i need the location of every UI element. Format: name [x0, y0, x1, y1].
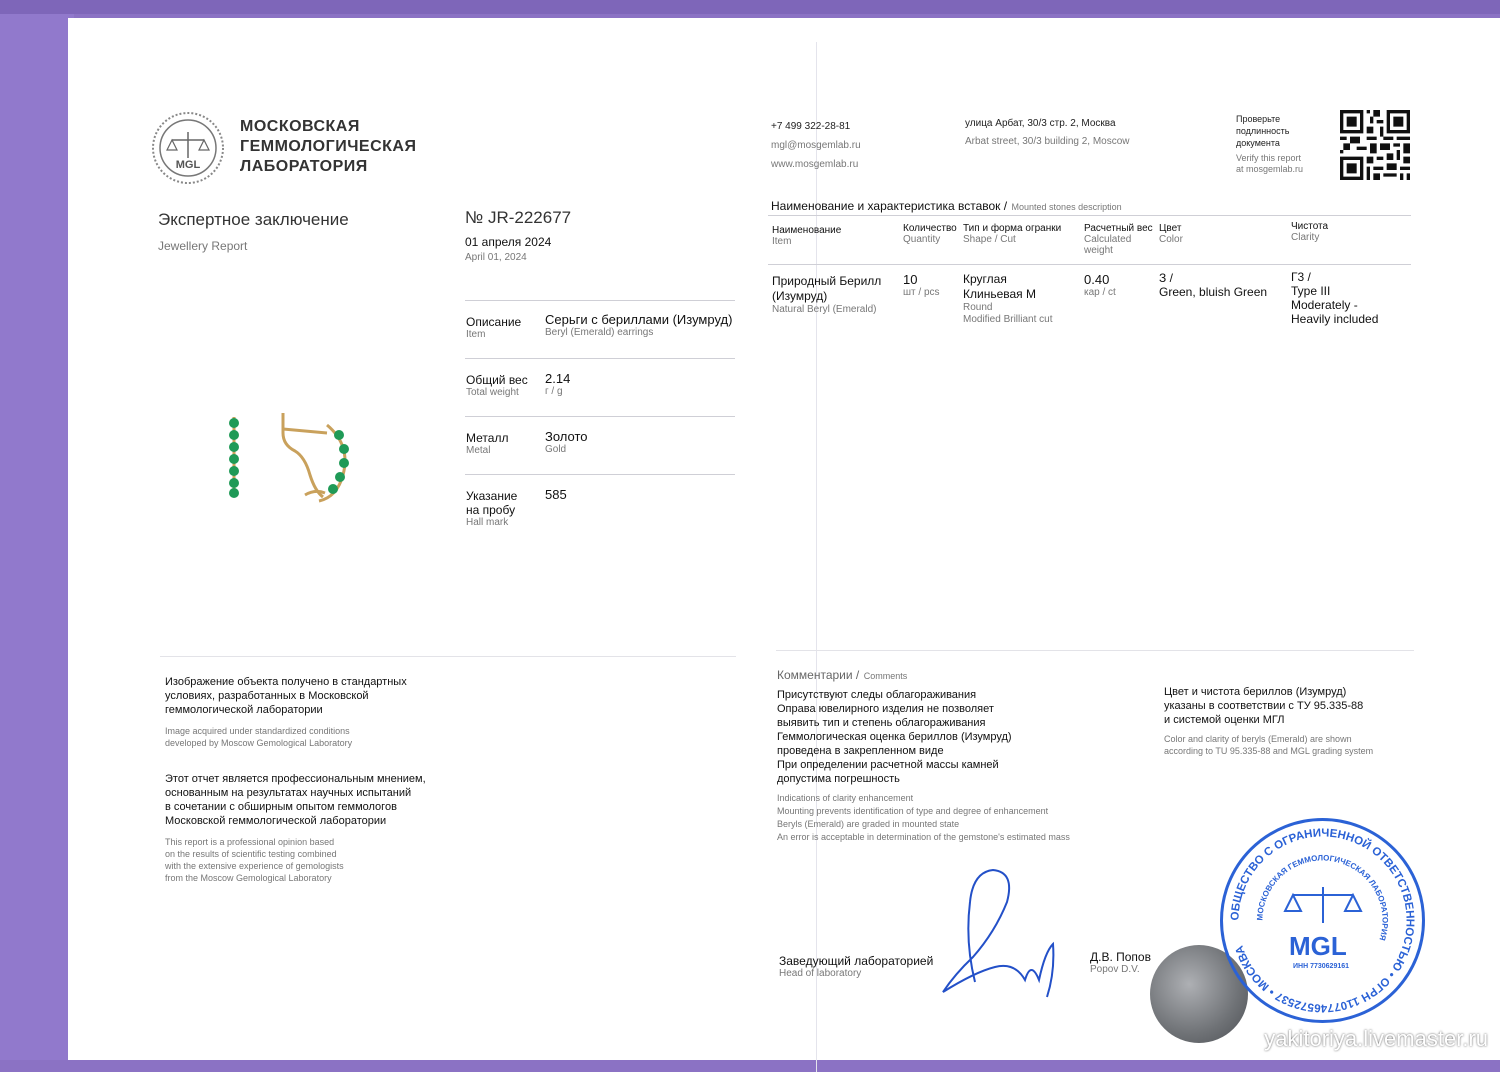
- comments-text: Присутствуют следы облагораживания Оправа ювелирного изделия не позволяет выявить тип и степень облагораживания Геммологическая оценка бериллов (Изумруд) проведена в закрепленном виде При определении расчетной массы камней допустима погрешность Indications of clarity enhancement Mounting prevents identification of type and degree of enhancement Beryls (Emerald) are graded in mounted state An error is acceptable in determination of the gemstone's estimated mass: [777, 689, 1070, 842]
- stone-cut: Круглая Клиньевая М Round Modified Brilliant cut: [963, 272, 1053, 325]
- handwritten-signature: [935, 862, 1065, 1007]
- report-number: № JR-222677: [465, 208, 572, 227]
- email: mgl@mosgemlab.ru: [771, 140, 861, 151]
- item-value-metal: Золото Gold: [545, 429, 588, 455]
- signature-role: Заведующий лабораторией Head of laboratory: [779, 954, 934, 979]
- folder-cover-top: [0, 0, 1500, 14]
- report-date-en: April 01, 2024: [465, 252, 527, 263]
- svg-text:МОСКОВСКАЯ ГЕММОЛОГИЧЕСКАЯ ЛАБ: МОСКОВСКАЯ ГЕММОЛОГИЧЕСКАЯ ЛАБОРАТОРИЯ: [1255, 853, 1390, 942]
- svg-text:ОБЩЕСТВО С ОГРАНИЧЕННОЙ ОТВЕТС: ОБЩЕСТВО С ОГРАНИЧЕННОЙ ОТВЕТСТВЕННОСТЬЮ • ОГРН 1107746572537 • МОСКВА: [1229, 827, 1416, 1014]
- company-stamp: [1220, 818, 1425, 1023]
- grading-note: Цвет и чистота бериллов (Изумруд) указаны в соответствии с ТУ 95.335-88 и системой оценки МГЛ Color and clarity of beryls (Emerald) are shown according to TU 95.335-88 and MGL grading system: [1164, 686, 1374, 756]
- address: улица Арбат, 30/3 стр. 2, Москва Arbat street, 30/3 building 2, Moscow: [965, 118, 1130, 147]
- divider: [465, 358, 735, 359]
- phone: +7 499 322-28-81: [771, 121, 851, 132]
- stones-section-title: Наименование и характеристика вставок / Mounted stones description: [771, 199, 1122, 213]
- item-value-weight: 2.14 г / g: [545, 371, 571, 397]
- col-header-quantity: Количество Quantity: [903, 223, 957, 245]
- item-field-metal: Металл Metal: [466, 431, 509, 456]
- contacts: [771, 117, 861, 174]
- stone-quantity: 10 шт / pcs: [903, 272, 940, 298]
- col-header-color: Цвет Color: [1159, 223, 1183, 245]
- signatory-name: Д.В. Попов Popov D.V.: [1090, 950, 1151, 975]
- col-header-item: Наименование Item: [772, 225, 842, 247]
- item-value-hallmark: 585: [545, 487, 567, 502]
- earrings-photo: [215, 405, 365, 515]
- stamp-center-mgl: MGL: [1289, 931, 1347, 961]
- divider: [465, 474, 735, 475]
- item-field-hallmark: Указание на пробу Hall mark: [466, 489, 518, 528]
- report-title: Экспертное заключение: [158, 210, 349, 229]
- stone-name: Природный Берилл (Изумруд) Natural Beryl (Emerald): [772, 274, 882, 315]
- divider: [768, 264, 1411, 265]
- lab-name-line1: МОСКОВСКАЯ: [240, 118, 360, 135]
- opinion-note: Этот отчет является профессиональным мнением, основанным на результатах научных испытаний в сочетании с обширным опытом геммологов Московской геммологической лаборатории This report is a professional opinion based on the results of scientific testing combined with the extensive experience of gemologists from the Moscow Gemological Laboratory: [165, 773, 426, 883]
- col-header-clarity: Чистота Clarity: [1291, 221, 1329, 243]
- item-value-description: Серьги с бериллами (Изумруд) Beryl (Emerald) earrings: [545, 312, 733, 338]
- stone-clarity: Г3 / Type III Moderately - Heavily included: [1291, 270, 1379, 326]
- svg-text:MGL: MGL: [175, 159, 201, 171]
- verify-block: Проверьте подлинность документа Verify this report at mosgemlab.ru: [1236, 114, 1304, 174]
- stamp-inn: ИНН 7730629161: [1293, 963, 1350, 970]
- divider: [160, 656, 736, 657]
- col-header-cut: Тип и форма огранки Shape / Cut: [963, 223, 1062, 245]
- website: www.mosgemlab.ru: [771, 159, 859, 170]
- qr-code-icon[interactable]: [1340, 110, 1410, 180]
- scales-icon: [1283, 883, 1363, 933]
- col-header-weight: Расчетный вес Calculated weight: [1084, 223, 1153, 256]
- lab-name: [240, 117, 416, 177]
- divider: [465, 416, 735, 417]
- item-field-description: Описание Item: [466, 315, 522, 340]
- stone-color: З / Green, bluish Green: [1159, 271, 1268, 299]
- report-date: 01 апреля 2024: [465, 235, 552, 249]
- comments-title: Комментарии / Comments: [777, 668, 908, 682]
- lab-name-line2: ГЕММОЛОГИЧЕСКАЯ: [240, 138, 417, 155]
- stone-weight: 0.40 кар / ct: [1084, 272, 1116, 298]
- folder-cover-left: [0, 0, 74, 1060]
- image-note: Изображение объекта получено в стандартных условиях, разработанных в Московской геммологической лаборатории Image acquired under standardized conditions developed by Moscow Gemological Laboratory: [165, 676, 407, 748]
- divider: [768, 215, 1411, 216]
- divider: [776, 650, 1414, 651]
- lab-name-line3: ЛАБОРАТОРИЯ: [240, 158, 368, 175]
- mgl-logo-seal-icon: [150, 110, 226, 186]
- earring-front-view: [229, 417, 239, 498]
- divider: [465, 300, 735, 301]
- report-title-en: Jewellery Report: [158, 239, 248, 253]
- source-watermark: yakitoriya.livemaster.ru: [1264, 1026, 1488, 1051]
- item-field-weight: Общий вес Total weight: [466, 373, 528, 398]
